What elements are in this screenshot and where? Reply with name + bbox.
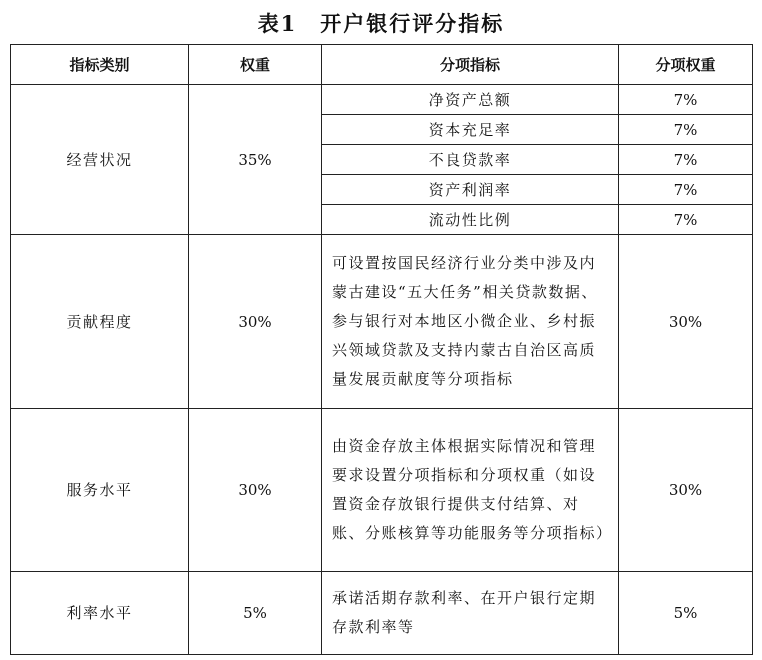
sub-indicator-cell: 净资产总额 [322,85,619,115]
sub-indicator-description: 可设置按国民经济行业分类中涉及内蒙古建设“五大任务”相关贷款数据、参与银行对本地区小微企业、乡村振兴领域贷款及支持内蒙古自治区高质量发展贡献度等分项指标 [322,235,619,409]
weight-cell: 30% [189,235,322,409]
sub-indicator-description: 由资金存放主体根据实际情况和管理要求设置分项指标和分项权重（如设置资金存放银行提供支付结算、对账、分账核算等功能服务等分项指标） [322,409,619,572]
header-category: 指标类别 [11,45,189,85]
weight-cell: 5% [189,572,322,655]
sub-indicator-cell: 不良贷款率 [322,145,619,175]
sub-weight-cell: 30% [619,235,753,409]
weight-cell: 30% [189,409,322,572]
sub-indicator-cell: 流动性比例 [322,205,619,235]
sub-indicator-description: 承诺活期存款利率、在开户银行定期存款利率等 [322,572,619,655]
category-cell: 利率水平 [11,572,189,655]
sub-weight-cell: 7% [619,85,753,115]
table-row [11,572,753,655]
weight-cell: 35% [189,85,322,235]
category-cell: 经营状况 [11,85,189,235]
sub-weight-cell: 5% [619,572,753,655]
sub-weight-cell: 7% [619,205,753,235]
sub-weight-cell: 7% [619,115,753,145]
sub-weight-cell: 7% [619,175,753,205]
table-row [11,409,753,572]
sub-weight-cell: 7% [619,145,753,175]
header-sub-indicator: 分项指标 [322,45,619,85]
bank-scoring-table [10,44,753,655]
sub-weight-cell: 30% [619,409,753,572]
header-row [11,45,753,85]
header-weight: 权重 [189,45,322,85]
sub-indicator-cell: 资产利润率 [322,175,619,205]
header-sub-weight: 分项权重 [619,45,753,85]
table-row [11,235,753,409]
category-cell: 服务水平 [11,409,189,572]
table-row [11,85,753,115]
sub-indicator-cell: 资本充足率 [322,115,619,145]
category-cell: 贡献程度 [11,235,189,409]
table-title: 表1 开户银行评分指标 [257,11,505,36]
